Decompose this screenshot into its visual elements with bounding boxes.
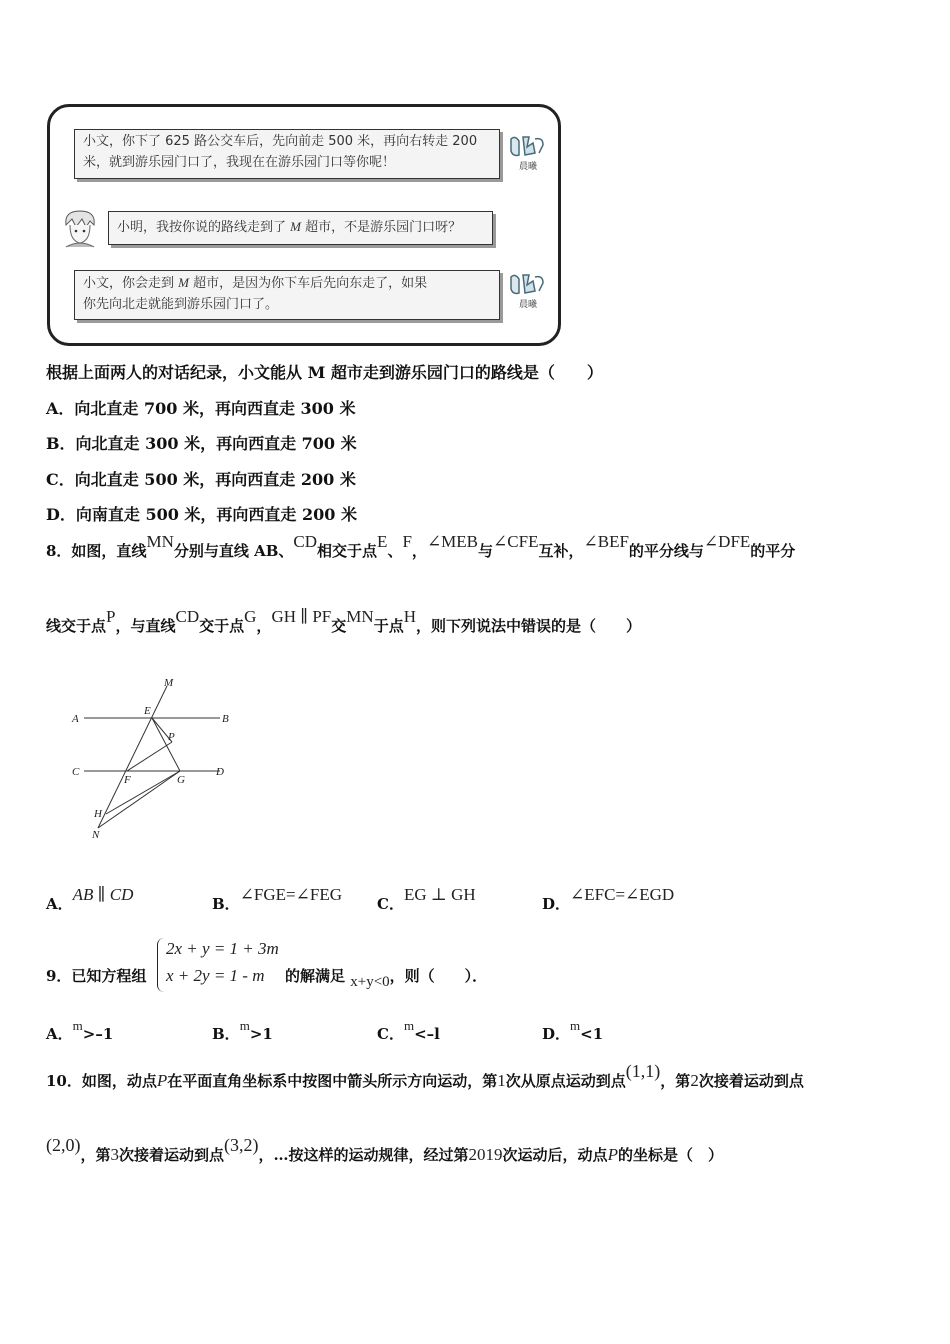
fig-label-b: B (222, 713, 229, 725)
fig-label-h: H (94, 808, 102, 820)
robot-caption: 晨曦 (519, 162, 538, 172)
fig-label-p: P (168, 731, 175, 743)
q9-stem-rest: 的解满足 x+y<0，则（ ）． (285, 967, 488, 990)
fig-label-m: M (164, 677, 174, 689)
q9-equation-2: x + 2y = 1 - m (166, 966, 265, 985)
line-mn (98, 686, 167, 828)
q8-stem-line1: 8．如图，直线MN分别与直线 AB、CD相交于点E、F，∠MEB与∠CFE互补，∠BEF的平分线与∠DFE的平分 (46, 532, 796, 560)
chat-bubble-2-var: M (290, 219, 301, 234)
q8-stem-line2: 线交于点P，与直线CD交于点G，GH ∥ PF交MN于点H，则下列说法中错误的是（ ） (46, 607, 641, 635)
q7-option-d[interactable]: D．向南直走 500 米，再向西直走 200 米 (46, 505, 357, 524)
q8-option-b[interactable]: B．∠FGE=∠FEG (212, 885, 342, 913)
q10-stem-line1: 10．如图，动点P在平面直角坐标系中按图中箭头所示方向运动，第1次从原点运动到点(1,1)，第2次接着运动到点 (46, 1061, 804, 1090)
fig-label-e: E (144, 705, 151, 717)
fig-label-n: N (92, 829, 100, 841)
fig-label-d: D (216, 766, 224, 778)
fig-label-g: G (177, 774, 185, 786)
q8-geometry-figure (50, 674, 250, 844)
q8-option-d[interactable]: D．∠EFC=∠EGD (542, 885, 675, 913)
fig-label-a: A (72, 713, 79, 725)
segment-gh (106, 771, 180, 814)
chat-bubble-3-line1: 小文，你会走到 M 超市，是因为你下车后先向东走了，如果 (83, 275, 428, 291)
q9-option-c[interactable]: C．m<–l (377, 1018, 440, 1043)
chat-bubble-2-text-b: 超市，不是游乐园门口呀？ (300, 220, 462, 235)
q9-option-b[interactable]: B．m>1 (212, 1018, 273, 1043)
fig-label-c: C (72, 766, 80, 778)
robot-avatar-icon (505, 133, 549, 173)
segment-gn (98, 771, 180, 828)
robot-avatar-icon (505, 271, 549, 311)
chat-bubble-2 (108, 211, 493, 245)
robot-caption: 晨曦 (519, 300, 538, 310)
q7-option-c[interactable]: C．向北直走 500 米，再向西直走 200 米 (46, 470, 356, 489)
boy-avatar-icon (60, 207, 100, 249)
fig-label-f: F (124, 774, 131, 786)
chat-bubble-3-line2: 你先向北走就能到游乐园门口了。 (83, 297, 279, 312)
q9-option-a[interactable]: A．m>–1 (46, 1018, 114, 1043)
segment-fp (127, 742, 172, 771)
q9-system-brace (157, 938, 164, 992)
chat-dialog-image (47, 104, 561, 346)
q7-option-b[interactable]: B．向北直走 300 米，再向西直走 700 米 (46, 434, 357, 453)
chat-bubble-1-line1: 小文，你下了 625 路公交车后，先向前走 500 米，再向右转走 200 (83, 134, 478, 149)
chat-bubble-3 (74, 270, 500, 320)
q10-stem-line2: (2,0)，第3次接着运动到点(3,2)，…按这样的运动规律，经过第2019次运动后，动点P的坐标是（ ） (46, 1135, 723, 1164)
chat-bubble-1-line2: 米，就到游乐园门口了，我现在在游乐园门口等你呢！ (83, 155, 396, 170)
q7-stem: 根据上面两人的对话纪录，小文能从 M 超市走到游乐园门口的路线是（ ） (46, 363, 603, 382)
q9-equation-1: 2x + y = 1 + 3m (166, 939, 279, 958)
q7-option-a[interactable]: A．向北直走 700 米，再向西直走 300 米 (46, 399, 356, 418)
q9-prefix: 9．已知方程组 (46, 967, 147, 985)
q8-option-c[interactable]: C．EG ⊥ GH (377, 885, 476, 913)
q9-option-d[interactable]: D．m<1 (542, 1018, 604, 1043)
chat-bubble-2-text-a: 小明，我按你说的路线走到了 (117, 220, 291, 235)
segment-eg (152, 718, 180, 771)
q8-option-a[interactable]: A．AB ∥ CD (46, 885, 134, 913)
chat-bubble-1 (74, 129, 500, 179)
